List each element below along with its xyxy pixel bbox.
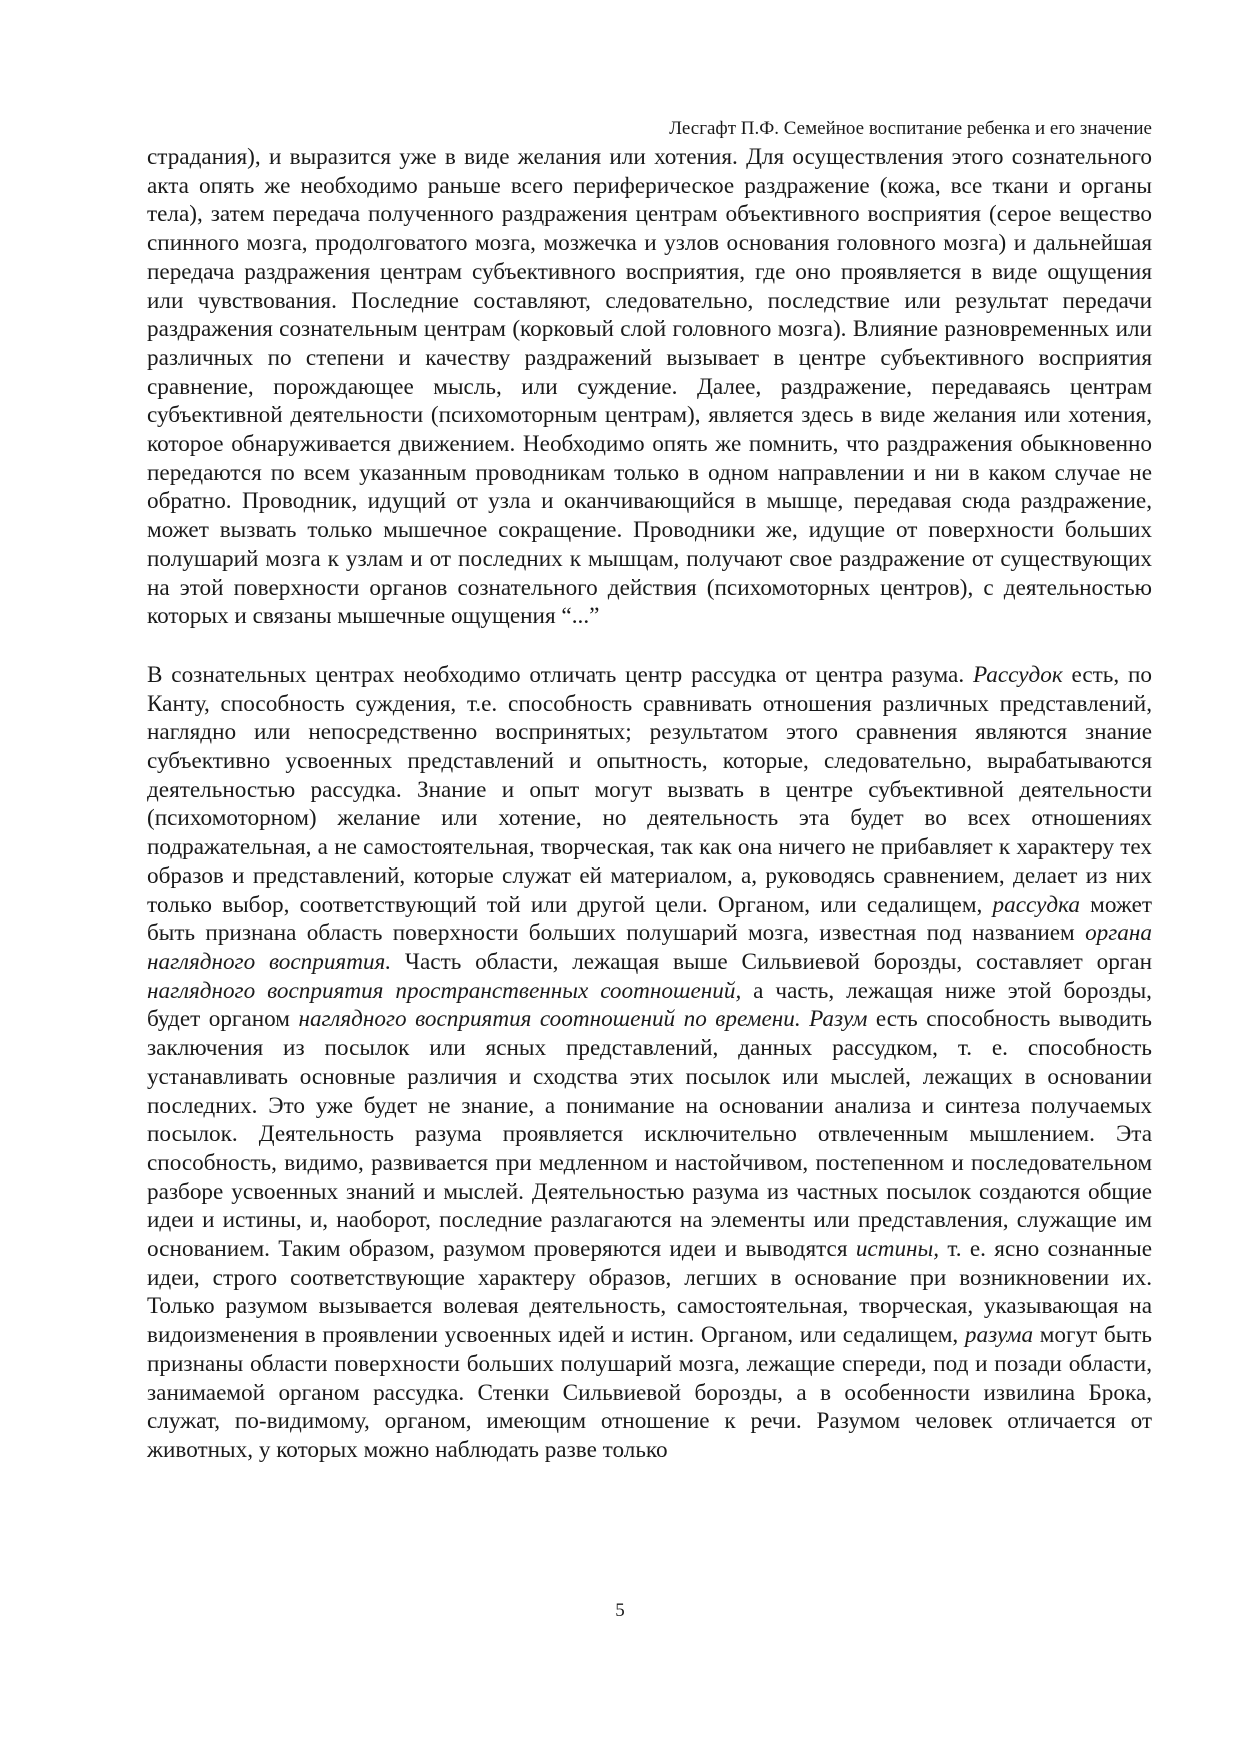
italic-term-rassudka: рассудка (992, 891, 1080, 918)
text-run: есть способность выводить заключения из посылок или ясных представлений, данных рассудком, т. е. способность устанавливать основные различия и сходства этих посылок или мыслей, лежащих в основании последних. Это уже будет не знание, а понимание на основании анализа и синтеза получаемых посылок. Деятельность разума проявляется исключительно отвлеченным мышлением. Эта способность, видимо, развивается при медленном и настойчивом, постепенном и последовательном разборе усвоенных знаний и мыслей. Деятельностью разума из частных посылок создаются общие идеи и истины, и, наоборот, последние разлагаются на элементы или представления, служащие им основанием. Таким образом, разумом проверяются идеи и выводятся (147, 1006, 1152, 1263)
italic-term-razuma: разума (964, 1322, 1034, 1349)
italic-term-organ-naglyadnogo-vospriyatiya: органа наглядного восприятия. (147, 920, 1152, 975)
text-run: Часть области, лежащая выше Сильвиевой борозды, составляет орган (391, 948, 1153, 975)
text-run: может быть признана область поверхности больших полушарий мозга, известная под названием (147, 891, 1152, 947)
body-text (147, 143, 1152, 1465)
text-run: В сознательных центрах необходимо отличать центр рассудка от центра разума. (147, 661, 973, 688)
paragraph-gap (147, 631, 1152, 661)
italic-term-istiny: истины, (855, 1236, 940, 1263)
italic-term-rassudok: Рассудок (972, 661, 1063, 688)
paragraph-2 (147, 661, 1152, 1465)
paragraph-1: страдания), и выразится уже в виде желания или хотения. Для осуществления этого сознательного акта опять же необходимо раньше всего периферическое раздражение (кожа, все ткани и органы тела), затем передача полученного раздражения центрам объективного восприятия (серое вещество спинного мозга, продолговатого мозга, мозжечка и узлов основания головного мозга) и дальнейшая передача раздражения центрам субъективного восприятия, где оно проявляется в виде ощущения или чувствования. Последние составляют, следовательно, последствие или результат передачи раздражения сознательным центрам (корковый слой головного мозга). Влияние разновременных или различных по степени и качеству раздражений вызывает в центре субъективного восприятия сравнение, порождающее мысль, или суждение. Далее, раздражение, передаваясь центрам субъективной деятельности (психомоторным центрам), является здесь в виде желания или хотения, которое обнаруживается движением. Необходимо опять же помнить, что раздражения обыкновенно передаются по всем указанным проводникам только в одном направлении и ни в каком случае не обратно. Проводник, идущий от узла и оканчивающийся в мышце, передавая сюда раздражение, может вызвать только мышечное сокращение. Проводники же, идущие от поверхности больших полушарий мозга к узлам и от последних к мышцам, получают свое раздражение от существующих на этой поверхности органов сознательного действия (психомоторных центров), с деятельностью которых и связаны мышечные ощущения “...” (147, 144, 1152, 630)
text-run: могут быть признаны области поверхности больших полушарий мозга, лежащие спереди, под и позади области, занимаемой органом рассудка. Стенки Сильвиевой борозды, а в особенности извилина Брока, служат, по-видимому, органом, имеющим отношение к речи. Разумом человек отличается от животных, у которых можно наблюдать разве только (147, 1322, 1152, 1463)
text-run: есть, по Канту, способность суждения, т.е. способность сравнивать отношения различных представлений, наглядно или непосредственно воспринятых; результатом этого сравнения являются знание субъективно усвоенных представлений и опытность, которые, следовательно, вырабатываются деятельностью рассудка. Знание и опыт могут вызвать в центре субъективной деятельности (психомоторном) желание или хотение, но деятельность эта будет во всех отношениях подражательная, а не самостоятельная, творческая, так как она ничего не прибавляет к характеру тех образов и представлений, которые служат ей материалом, а, руководясь сравнением, делает из них только выбор, соответствующий той или другой цели. Органом, или седалищем, (147, 661, 1152, 918)
text-run: а часть, лежащая ниже этой борозды, будет органом (147, 977, 1152, 1033)
page-number: 5 (615, 1600, 625, 1621)
italic-term-sootnosheniy-po-vremeni: наглядного восприятия соотношений по времени. Разум (298, 1006, 868, 1033)
italic-term-prostranstvennyh-sootnosheniy: наглядного восприятия пространственных соотношений, (147, 977, 742, 1004)
running-header: Лесгафт П.Ф. Семейное воспитание ребенка и его значение (669, 118, 1152, 139)
text-run: т. е. ясно сознанные идеи, строго соответствующие характеру образов, легших в основание при возникновении их. Только разумом вызывается волевая деятельность, самостоятельная, творческая, указывающая на видоизменения в проявлении усвоенных идей и истин. Органом, или седалищем, (147, 1236, 1153, 1349)
